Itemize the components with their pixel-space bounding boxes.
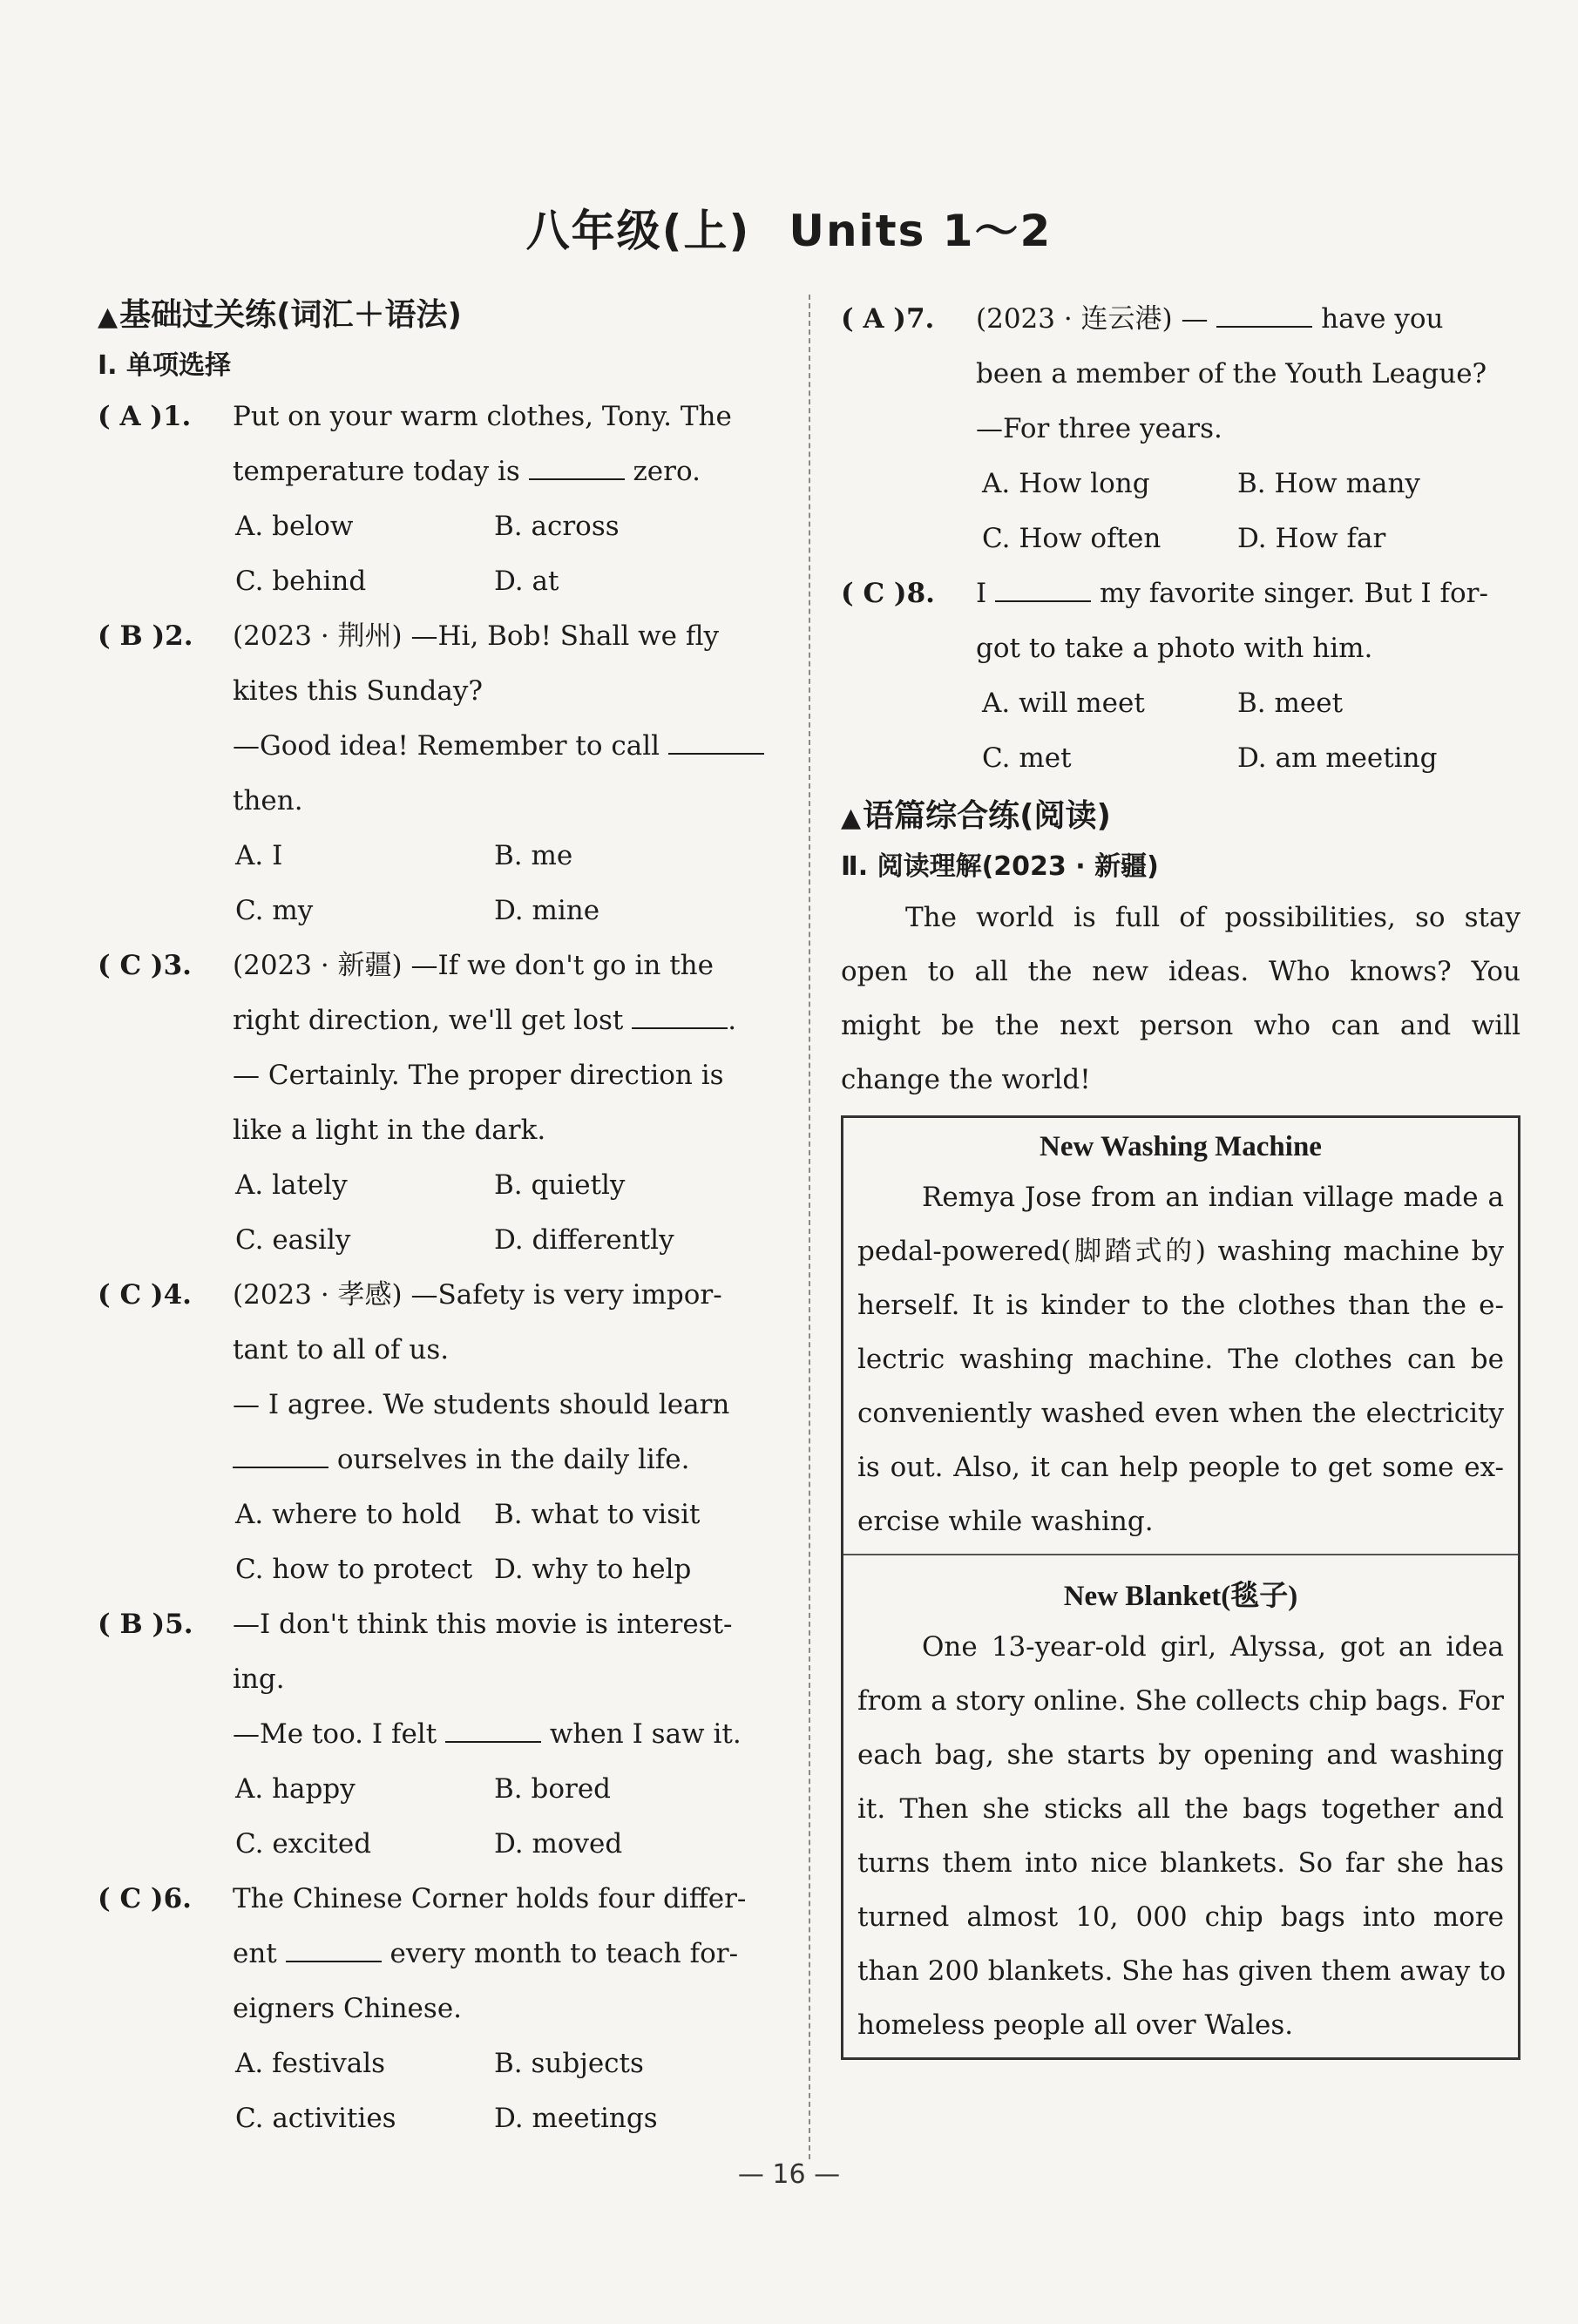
question-1: [841, 292, 1520, 566]
option-c: C. easily: [235, 1224, 351, 1256]
question-stem: I my favorite singer. But I for-: [976, 566, 1488, 621]
section-heading-basics: ▲基础过关练(词汇＋语法): [98, 297, 462, 333]
answer-blank: [529, 449, 625, 480]
column-divider: [809, 295, 810, 2159]
intro-line: change the world!: [841, 1064, 1091, 1095]
subsection-single-choice: Ⅰ. 单项选择: [98, 350, 232, 381]
left-column: [98, 292, 786, 2146]
passage-text: [857, 1620, 1507, 2052]
options-row: [841, 676, 1520, 731]
answer-number: ( B )2.: [98, 620, 193, 652]
triangle-icon: ▲: [98, 302, 119, 332]
passage-line: turns them into nice blankets. So far she has: [857, 1847, 1504, 1879]
passage-line: pedal-powered(脚踏式的) washing machine by: [857, 1236, 1504, 1267]
answer-blank: [1216, 296, 1312, 328]
question-2: [98, 609, 786, 938]
answer-blank: [233, 1437, 328, 1468]
answer-blank: [995, 571, 1091, 602]
options-row: [98, 1817, 786, 1872]
answer-blank: [445, 1711, 541, 1743]
options-row: [841, 731, 1520, 786]
options-row: [98, 1213, 786, 1268]
section-heading-reading: ▲语篇综合练(阅读): [841, 798, 1111, 834]
passage-line: than 200 blankets. She has given them away to: [857, 1955, 1507, 1987]
option-d: D. meetings: [494, 2103, 658, 2134]
options-row: [841, 457, 1520, 512]
answer-blank: [286, 1931, 382, 1962]
option-a: A. below: [235, 511, 354, 542]
options-row: [98, 829, 786, 884]
question-line: been a member of the Youth League?: [976, 358, 1487, 390]
intro-line: open to all the new ideas. Who knows? You: [841, 956, 1520, 987]
question-stem: (2023 · 孝感) —Safety is very impor-: [233, 1279, 722, 1311]
blanket-section: [843, 1554, 1518, 2057]
options-row: [98, 1542, 786, 1597]
right-column: [841, 292, 1520, 2060]
question-line: ent every month to teach for-: [98, 1927, 786, 1982]
question-line: ourselves in the daily life.: [98, 1433, 786, 1487]
intro-line: The world is full of possibilities, so stay: [905, 902, 1520, 933]
question-list: [98, 390, 786, 2146]
question-line: —Me too. I felt when I saw it.: [98, 1707, 786, 1762]
question-3: [98, 938, 786, 1268]
option-d: D. moved: [494, 1828, 623, 1860]
subsection-reading: Ⅱ. 阅读理解(2023 · 新疆): [841, 851, 1159, 882]
option-a: A. lately: [235, 1169, 348, 1201]
question-line: tant to all of us.: [233, 1334, 450, 1365]
option-b: B. what to visit: [494, 1499, 701, 1530]
reading-intro: [841, 891, 1520, 1107]
options-row: [98, 554, 786, 609]
option-a: A. festivals: [235, 2048, 386, 2079]
intro-line: might be the next person who can and will: [841, 1010, 1520, 1041]
passage-line: it. Then she sticks all the bags together and: [857, 1793, 1504, 1825]
option-c: C. excited: [235, 1828, 372, 1860]
passage-line: turned almost 10, 000 chip bags into more: [857, 1901, 1504, 1933]
question-5: [98, 1597, 786, 1872]
passage-line: homeless people all over Wales.: [857, 2009, 1294, 2041]
option-a: A. How long: [982, 468, 1150, 499]
option-b: B. across: [494, 511, 620, 542]
passage-text: [857, 1170, 1504, 1548]
option-c: C. behind: [235, 566, 367, 597]
question-line: eigners Chinese.: [233, 1993, 463, 2024]
option-c: C. activities: [235, 2103, 396, 2134]
question-stem: —I don't think this movie is interest-: [233, 1609, 733, 1640]
question-list: [841, 292, 1520, 786]
passage-line: lectric washing machine. The clothes can be: [857, 1344, 1504, 1375]
question-stem: (2023 · 连云港) — have you: [976, 292, 1444, 347]
passage-line: conveniently washed even when the electricity: [857, 1398, 1504, 1429]
question-1: [98, 390, 786, 609]
passage-line: ercise while washing.: [857, 1506, 1154, 1537]
options-row: [98, 884, 786, 938]
question-line: temperature today is zero.: [98, 444, 786, 499]
option-a: A. where to hold: [235, 1499, 462, 1530]
option-b: B. subjects: [494, 2048, 644, 2079]
answer-number: ( C )4.: [98, 1279, 192, 1311]
washing-machine-section: [843, 1118, 1518, 1554]
units-title: Units 1～2: [789, 206, 1053, 256]
answer-number: ( C )8.: [841, 578, 935, 609]
question-6: [98, 1872, 786, 2146]
options-row: [98, 1158, 786, 1213]
passage-line: Remya Jose from an indian village made a: [922, 1182, 1504, 1213]
question-line: then.: [233, 785, 303, 816]
question-4: [98, 1268, 786, 1597]
option-a: A. I: [235, 840, 283, 871]
answer-blank: [632, 998, 728, 1029]
question-line: —For three years.: [976, 413, 1222, 444]
passage-line: One 13-year-old girl, Alyssa, got an idea: [922, 1631, 1504, 1663]
question-stem: Put on your warm clothes, Tony. The: [233, 401, 732, 432]
question-line: — Certainly. The proper direction is: [233, 1060, 724, 1091]
passage-line: from a story online. She collects chip bags. For: [857, 1685, 1504, 1717]
option-c: C. how to protect: [235, 1554, 473, 1585]
page-number: — 16 —: [737, 2159, 841, 2190]
options-row: [98, 499, 786, 554]
question-stem: (2023 · 荆州) —Hi, Bob! Shall we fly: [233, 620, 720, 652]
options-row: [98, 1762, 786, 1817]
question-stem: The Chinese Corner holds four differ-: [233, 1883, 747, 1914]
option-b: B. meet: [1237, 688, 1344, 719]
option-d: D. differently: [494, 1224, 674, 1256]
answer-number: ( C )3.: [98, 950, 192, 981]
option-b: B. me: [494, 840, 573, 871]
answer-number: ( A )1.: [98, 401, 192, 432]
answer-number: ( C )6.: [98, 1883, 192, 1914]
option-b: B. quietly: [494, 1169, 626, 1201]
question-2: [841, 566, 1520, 786]
passage-title: New Blanket(毯子): [1063, 1581, 1298, 1612]
option-c: C. met: [982, 742, 1072, 774]
options-row: [841, 512, 1520, 566]
option-c: C. my: [235, 895, 314, 926]
page-title: [0, 196, 1578, 259]
question-line: kites this Sunday?: [233, 675, 483, 707]
question-line: got to take a photo with him.: [976, 633, 1373, 664]
question-line: — I agree. We students should learn: [233, 1389, 730, 1420]
options-row: [98, 2091, 786, 2146]
options-row: [98, 2036, 786, 2091]
option-b: B. How many: [1237, 468, 1420, 499]
option-b: B. bored: [494, 1773, 612, 1805]
answer-number: ( B )5.: [98, 1609, 193, 1640]
passage-line: each bag, she starts by opening and washing: [857, 1739, 1504, 1771]
question-line: ing.: [233, 1663, 285, 1695]
option-c: C. How often: [982, 523, 1161, 554]
question-line: —Good idea! Remember to call: [98, 719, 786, 774]
passage-title: New Washing Machine: [1040, 1131, 1322, 1162]
option-d: D. am meeting: [1237, 742, 1438, 774]
passage-line: is out. Also, it can help people to get some ex-: [857, 1452, 1504, 1483]
reading-passage-box: [841, 1115, 1520, 2060]
option-d: D. How far: [1237, 523, 1386, 554]
answer-blank: [668, 723, 764, 755]
passage-line: herself. It is kinder to the clothes than the e-: [857, 1290, 1504, 1321]
question-line: like a light in the dark.: [233, 1115, 546, 1146]
option-d: D. at: [494, 566, 559, 597]
options-row: [98, 1487, 786, 1542]
triangle-icon: ▲: [841, 803, 862, 833]
question-stem: (2023 · 新疆) —If we don't go in the: [233, 950, 714, 981]
option-d: D. mine: [494, 895, 600, 926]
option-d: D. why to help: [494, 1554, 692, 1585]
question-line: right direction, we'll get lost .: [98, 993, 786, 1048]
grade-title: 八年级(上): [525, 206, 751, 256]
option-a: A. happy: [235, 1773, 356, 1805]
option-a: A. will meet: [982, 688, 1145, 719]
answer-number: ( A )7.: [841, 303, 935, 335]
